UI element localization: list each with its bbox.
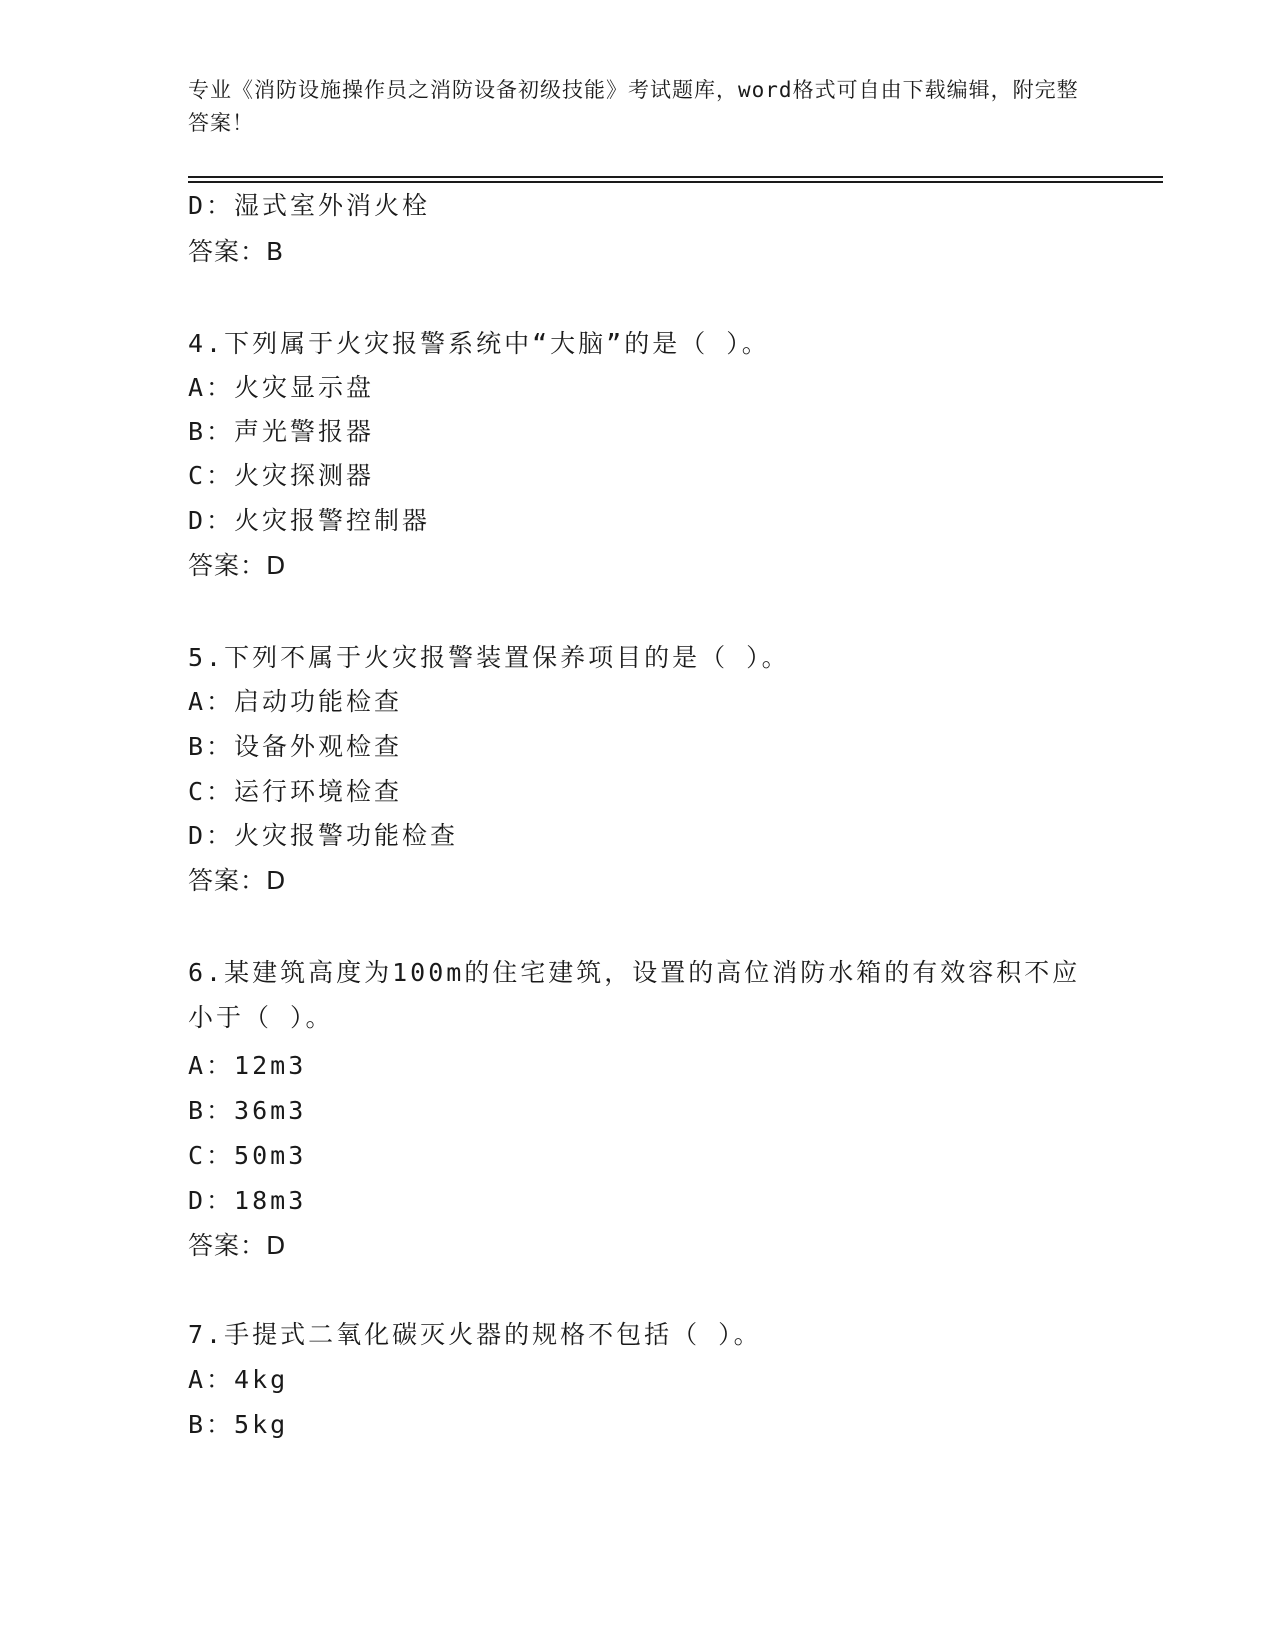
- q6-answer: 答案：D: [188, 1231, 287, 1260]
- q5-option-d: D：火灾报警功能检查: [188, 821, 459, 850]
- q7-question: 7.手提式二氧化碳灭火器的规格不包括（ ）。: [188, 1320, 762, 1349]
- q6-option-a: A：12m3: [188, 1051, 307, 1080]
- q6-question: 6.某建筑高度为100m的住宅建筑，设置的高位消防水箱的有效容积不应小于（ ）。: [188, 958, 1081, 1032]
- q5-option-b: B：设备外观检查: [188, 732, 403, 761]
- q4-option-d: D：火灾报警控制器: [188, 506, 431, 535]
- q7-option-b: B：5kg: [188, 1410, 289, 1439]
- q3-option-d: D：湿式室外消火栓: [188, 191, 431, 220]
- q5-answer: 答案：D: [188, 866, 287, 895]
- header-divider-bottom: [188, 181, 1163, 183]
- q6-option-d: D：18m3: [188, 1186, 307, 1215]
- q4-answer: 答案：D: [188, 551, 287, 580]
- q4-option-c: C：火灾探测器: [188, 461, 375, 490]
- q7-option-a: A：4kg: [188, 1365, 289, 1394]
- q5-option-a: A：启动功能检查: [188, 687, 403, 716]
- q4-option-b: B：声光警报器: [188, 417, 375, 446]
- q3-answer: 答案：B: [188, 237, 285, 266]
- q4-option-a: A：火灾显示盘: [188, 373, 375, 402]
- q4-question: 4.下列属于火灾报警系统中“大脑”的是（ ）。: [188, 329, 770, 358]
- header-divider-top: [188, 176, 1163, 178]
- q6-option-c: C：50m3: [188, 1141, 307, 1170]
- q6-option-b: B：36m3: [188, 1096, 307, 1125]
- document-header: 专业《消防设施操作员之消防设备初级技能》考试题库，word格式可自由下载编辑，附完整答案！: [188, 78, 1079, 135]
- q5-question: 5.下列不属于火灾报警装置保养项目的是（ ）。: [188, 643, 790, 672]
- q5-option-c: C：运行环境检查: [188, 777, 403, 806]
